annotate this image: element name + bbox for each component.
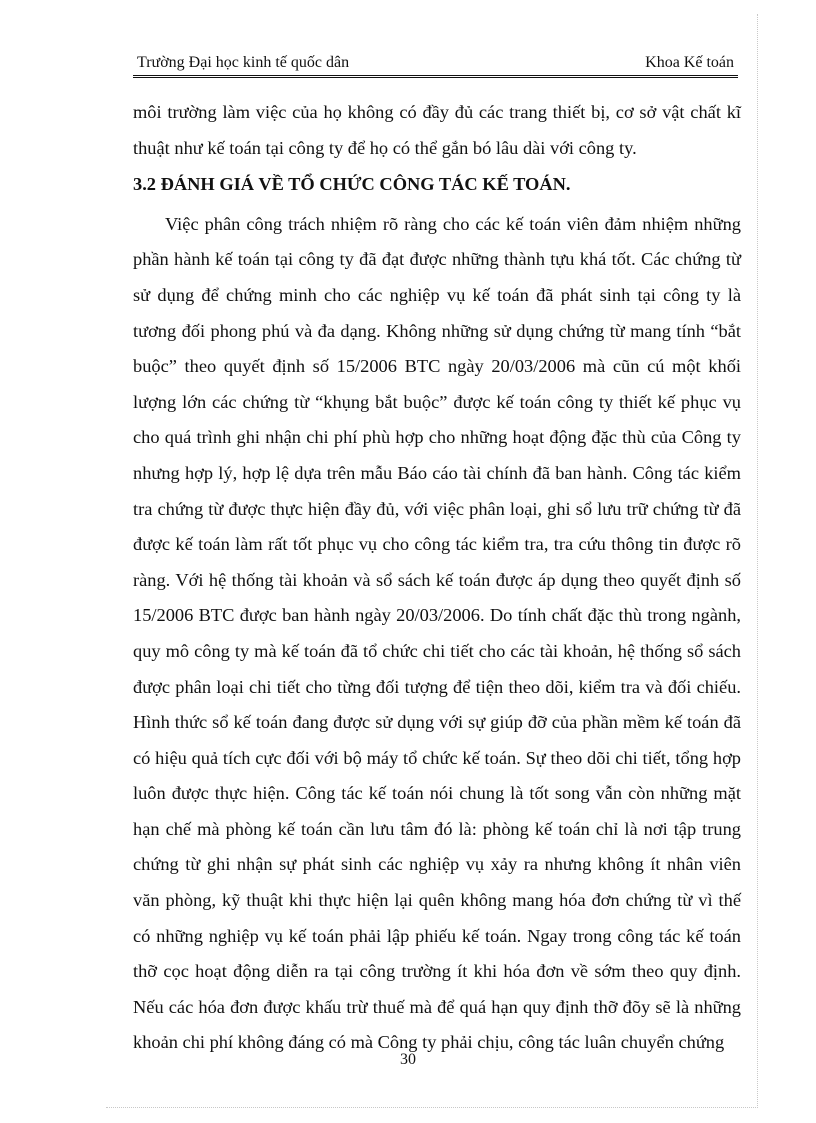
section-heading: 3.2 ĐÁNH GIÁ VỀ TỔ CHỨC CÔNG TÁC KẾ TOÁN. xyxy=(133,174,571,195)
header-faculty-name: Khoa Kế toán xyxy=(645,54,734,71)
running-header xyxy=(133,50,738,78)
document-body xyxy=(133,95,741,1061)
header-school-name: Trường Đại học kinh tế quốc dân xyxy=(137,54,350,71)
intro-paragraph: môi trường làm việc của họ không có đầy đủ các trang thiết bị, cơ sở vật chất kĩ thuật như kế toán tại công ty để họ có thể gắn bó lâu dài với công ty. xyxy=(133,102,741,158)
page-number: 30 xyxy=(400,1051,416,1068)
main-paragraph: Việc phân công trách nhiệm rõ ràng cho các kế toán viên đảm nhiệm những phần hành kế toán tại công ty đã đạt được những thành tựu khá tốt. Các chứng từ sử dụng để chứng minh cho các nghiệp vụ kế toán đã phát sinh tại công ty là tương đối phong phú và đa dạng. Không những sử dụng chứng từ mang tính “bắt buộc” theo quyết định số 15/2006 BTC ngày 20/03/2006 mà cũn cú một khối lượng lớn các chứng từ “khụng bắt buộc” được kế toán công ty thiết kế phục vụ cho quá trình ghi nhận chi phí phù hợp cho những hoạt động đặc thù của Công ty nhưng hợp lý, hợp lệ dựa trên mẫu Báo cáo tài chính đã ban hành. Công tác kiểm tra chứng từ được thực hiện đầy đủ, với việc phân loại, ghi sổ lưu trữ chứng từ đã được kế toán làm rất tốt phục vụ cho công tác kiểm tra, tra cứu thông tin được rõ ràng. Với hệ thống tài khoản và sổ sách kế toán được áp dụng theo quyết định số 15/2006 BTC được ban hành ngày 20/03/2006. Do tính chất đặc thù trong ngành, quy mô công ty mà kế toán đã tổ chức chi tiết cho các tài khoản, hệ thống sổ sách được phân loại chi tiết cho từng đối tượng để tiện theo dõi, kiểm tra và đối chiếu. Hình thức sổ kế toán đang được sử dụng với sự giúp đỡ của phần mềm kế toán đã có hiệu quả tích cực đối với bộ máy tổ chức kế toán. Sự theo dõi chi tiết, tổng hợp luôn được thực hiện. Công tác kế toán nói chung là tốt song vẫn còn những mặt hạn chế mà phòng kế toán cần lưu tâm đó là: phòng kế toán chỉ là nơi tập trung chứng từ ghi nhận sự phát sinh các nghiệp vụ xảy ra nhưng không ít nhân viên văn phòng, kỹ thuật khi thực hiện lại quên không mang hóa đơn chứng từ vì thế có những nghiệp vụ kế toán phải lập phiếu kế toán. Ngay trong công tác kế toán thỡ cọc hoạt động diễn ra tại công trường ít khi hóa đơn về sớm theo quy định. Nếu các hóa đơn được khấu trừ thuế mà để quá hạn quy định thỡ đõy sẽ là những khoản chi phí không đáng có mà Công ty phải chịu, công tác luân chuyển chứng xyxy=(133,213,741,1053)
